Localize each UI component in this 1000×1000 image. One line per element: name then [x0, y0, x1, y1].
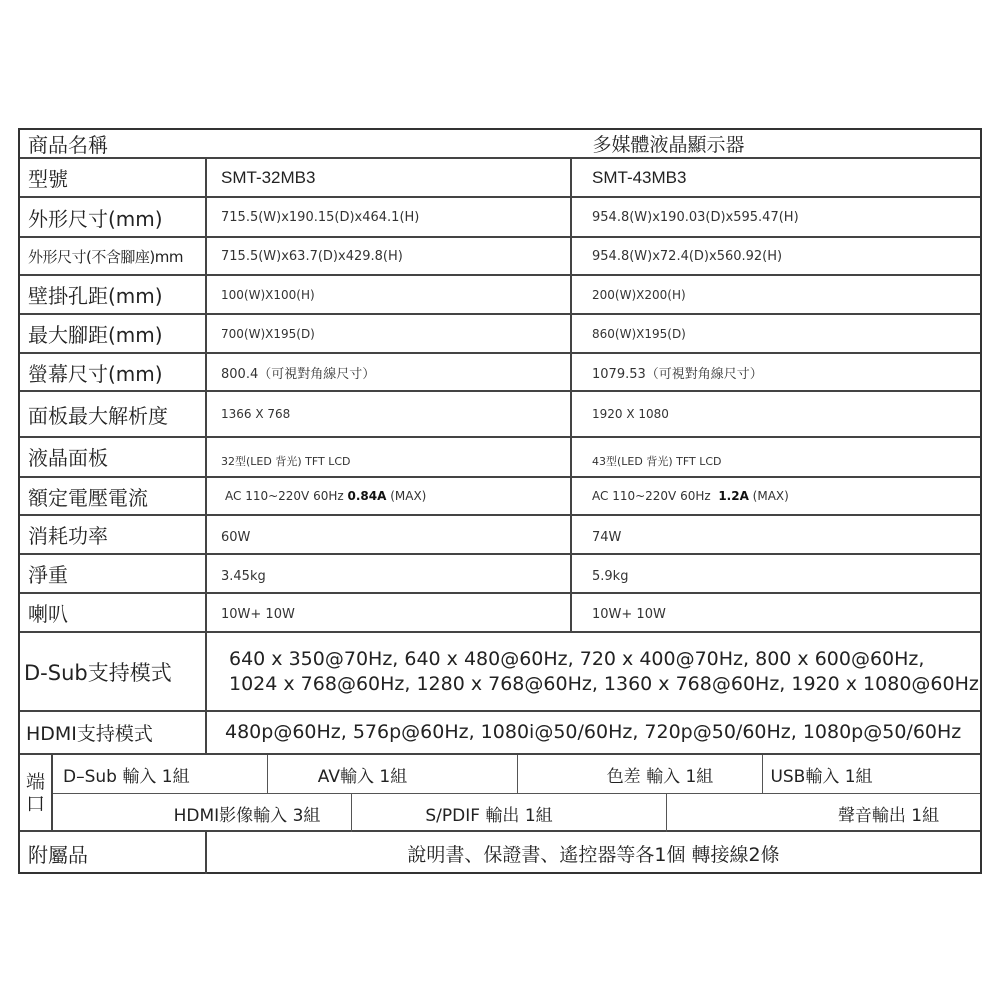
ports-label	[20, 755, 53, 830]
spec-value-32: 700(W)X195(D)	[207, 315, 572, 352]
spec-value-32: 3.45kg	[207, 555, 572, 592]
spec-value-32	[207, 478, 572, 514]
spec-value-32: 10W+ 10W	[207, 594, 572, 631]
product-name-row	[20, 130, 980, 159]
spec-label: 外形尺寸(mm)	[20, 198, 207, 236]
port-spdif-output: S/PDIF 輸出 1組	[352, 794, 667, 832]
spec-row-power-consumption	[20, 516, 980, 555]
current-value: 0.84A	[347, 489, 387, 503]
spec-value-43: 5.9kg	[592, 569, 629, 584]
spec-label: 面板最大解析度	[20, 392, 207, 436]
accessories-label: 附屬品	[20, 832, 207, 874]
ports-row-1	[53, 755, 980, 794]
ports-section	[20, 755, 980, 832]
port-av-input: AV輸入 1組	[268, 755, 518, 793]
spec-value-32: 715.5(W)x63.7(D)x429.8(H)	[207, 238, 572, 274]
spec-label: 液晶面板	[20, 438, 207, 476]
model-row	[20, 159, 980, 198]
spec-value-43: 74W	[592, 530, 622, 545]
spec-label: 最大腳距(mm)	[20, 315, 207, 352]
max-suffix: (MAX)	[748, 489, 789, 503]
spec-value-43: 954.8(W)x190.03(D)x595.47(H)	[592, 209, 799, 225]
dsub-modes-row	[20, 633, 980, 712]
voltage-text: AC 110~220V 60Hz	[225, 489, 348, 503]
spec-label: 消耗功率	[20, 516, 207, 553]
spec-value-32: 100(W)X100(H)	[207, 276, 572, 313]
port-hdmi-input: HDMI影像輸入 3組	[53, 794, 352, 832]
spec-value-43: 1920 X 1080	[592, 407, 669, 421]
spec-value-43	[572, 478, 980, 514]
spec-row-speaker	[20, 594, 980, 633]
hdmi-modes-value: 480p@60Hz, 576p@60Hz, 1080i@50/60Hz, 720p@50/60Hz, 1080p@50/60Hz	[225, 721, 962, 743]
spec-label: 螢幕尺寸(mm)	[20, 354, 207, 390]
max-suffix: (MAX)	[386, 489, 427, 503]
hdmi-modes-row	[20, 712, 980, 755]
spec-value-43: 954.8(W)x72.4(D)x560.92(H)	[592, 248, 783, 264]
spec-value-43: 10W+ 10W	[592, 607, 666, 622]
dsub-modes-label: D-Sub支持模式	[20, 633, 207, 710]
model-label: 型號	[20, 159, 207, 196]
voltage-text: AC 110~220V 60Hz	[592, 489, 719, 503]
product-name-label: 商品名稱	[28, 133, 108, 157]
ports-label-top: 端	[25, 770, 45, 793]
spec-label: 喇叭	[20, 594, 207, 631]
spec-row-panel	[20, 438, 980, 478]
ports-label-bottom: 口	[25, 792, 45, 815]
dsub-modes-line-2: 1024 x 768@60Hz, 1280 x 768@60Hz, 1360 x 768@60Hz, 1920 x 1080@60Hz	[229, 672, 979, 695]
spec-row-power-rating	[20, 478, 980, 516]
accessories-row	[20, 832, 980, 874]
spec-label: 額定電壓電流	[20, 478, 207, 514]
spec-label: 外形尺寸(不含腳座)mm	[20, 238, 207, 274]
port-usb-input: USB輸入 1組	[770, 766, 873, 787]
port-dsub-input: D–Sub 輸入 1組	[53, 755, 268, 793]
spec-value-32: 60W	[207, 516, 572, 553]
spec-value-32: 1366 X 768	[207, 392, 572, 436]
model-value-43: SMT-43MB3	[592, 167, 687, 187]
hdmi-modes-label: HDMI支持模式	[20, 712, 207, 753]
spec-table	[18, 128, 982, 874]
spec-row-dimensions	[20, 198, 980, 238]
spec-row-stand-span	[20, 315, 980, 354]
spec-row-net-weight	[20, 555, 980, 594]
spec-label: 淨重	[20, 555, 207, 592]
port-component-input: 色差 輸入 1組	[518, 755, 763, 793]
spec-value-32: 32型(LED 背光) TFT LCD	[207, 438, 572, 476]
spec-value-32: 715.5(W)x190.15(D)x464.1(H)	[207, 198, 572, 236]
spec-value-43: 200(W)X200(H)	[592, 287, 686, 302]
spec-label: 壁掛孔距(mm)	[20, 276, 207, 313]
spec-value-43: 1079.53（可視對角線尺寸）	[592, 366, 763, 382]
accessories-value: 說明書、保證書、遙控器等各1個 轉接線2條	[407, 843, 780, 866]
spec-row-screen-size	[20, 354, 980, 392]
port-audio-output: 聲音輸出 1組	[837, 805, 940, 826]
model-value-32: SMT-32MB3	[207, 159, 572, 196]
spec-value-43: 860(W)X195(D)	[592, 326, 686, 341]
spec-row-vesa	[20, 276, 980, 315]
current-value: 1.2A	[718, 489, 749, 503]
spec-value-43: 43型(LED 背光) TFT LCD	[592, 455, 722, 468]
product-name-value: 多媒體液晶顯示器	[592, 134, 745, 156]
ports-row-2	[53, 794, 980, 832]
spec-row-dimensions-no-stand	[20, 238, 980, 276]
spec-row-resolution	[20, 392, 980, 438]
spec-value-32: 800.4（可視對角線尺寸）	[207, 354, 572, 390]
dsub-modes-value	[207, 633, 980, 710]
dsub-modes-line-1: 640 x 350@70Hz, 640 x 480@60Hz, 720 x 400@70Hz, 800 x 600@60Hz,	[229, 647, 925, 670]
